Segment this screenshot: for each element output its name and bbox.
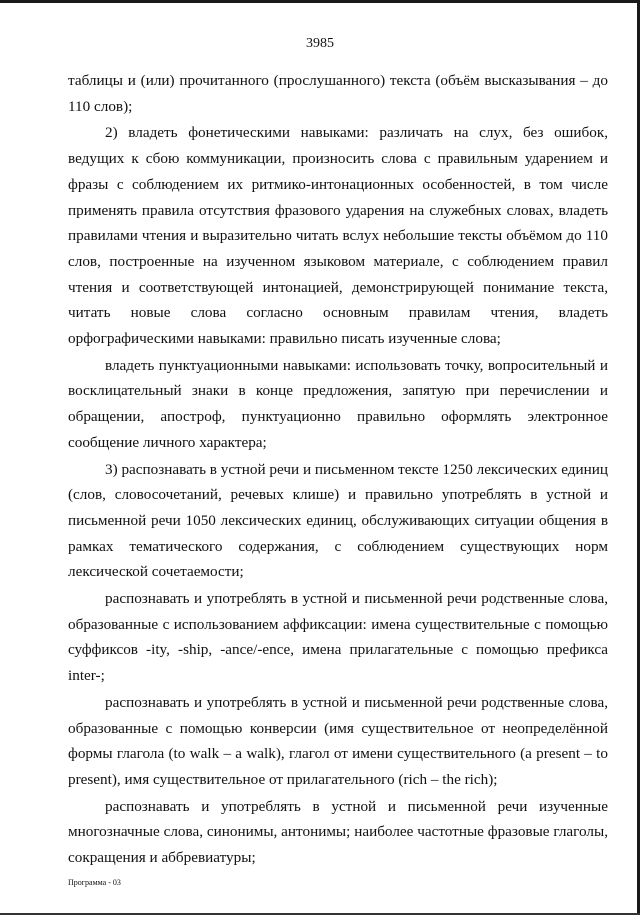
paragraph-affixation: распознавать и употреблять в устной и письменной речи родственные слова, образованные с использованием аффиксации: имена существительные с помощью суффиксов -ity, -ship, -ance/-ence, имена прилагательные с помощью префикса inter-; <box>68 590 608 685</box>
page-number: 3985 <box>306 36 334 51</box>
paragraph-conversion: распознавать и употреблять в устной и письменной речи родственные слова, образованные с помощью конверсии (имя существительное от неопределённой формы глагола (to walk – a walk), глагол от имени существительного (a present – to present), имя существительное от прилагательного (rich – the rich); <box>68 693 608 788</box>
document-body <box>68 68 608 871</box>
footer-program-label: Программа - 03 <box>68 878 121 887</box>
paragraph-phonetics: 2) владеть фонетическими навыками: различать на слух, без ошибок, ведущих к сбою коммуникации, произносить слова с правильным ударением и фразы с соблюдением их ритмико-интонационных особенностей, в том числе применять правила отсутствия фразового ударения на служебных словах, владеть правилами чтения и выразительно читать вслух небольшие тексты объёмом до 110 слов, построенные на изученном языковом материале, с соблюдением правил чтения и соответствующей интонацией, демонстрирующей понимание текста, читать новые слова согласно основным правилам чтения, владеть орфографическими навыками: правильно писать изученные слова; <box>68 124 608 348</box>
paragraph-lexical-units: 3) распознавать в устной речи и письменном тексте 1250 лексических единиц (слов, словосочетаний, речевых клише) и правильно употреблять в устной и письменной речи 1050 лексических единиц, обслуживающих ситуации общения в рамках тематического содержания, с соблюдением существующих норм лексической сочетаемости; <box>68 460 608 581</box>
scan-edge-top <box>0 0 640 3</box>
paragraph-polysemy: распознавать и употреблять в устной и письменной речи изученные многозначные слова, синонимы, антонимы; наиболее частотные фразовые глаголы, сокращения и аббревиатуры; <box>68 797 608 867</box>
paragraph-punctuation: владеть пунктуационными навыками: использовать точку, вопросительный и восклицательный знаки в конце предложения, запятую при перечислении и обращении, апостроф, пунктуационно правильно оформлять электронное сообщение личного характера; <box>68 356 608 451</box>
paragraph-continuation: таблицы и (или) прочитанного (прослушанного) текста (объём высказывания – до 110 слов); <box>68 72 608 115</box>
